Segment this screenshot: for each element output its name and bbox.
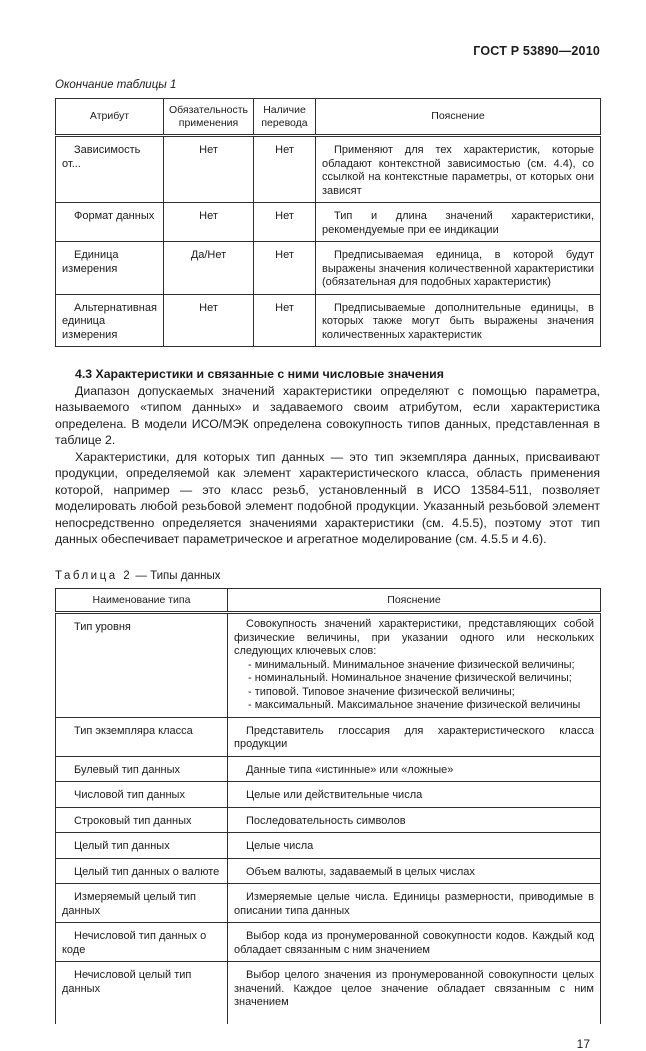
table1-cell-translation: Нет: [254, 294, 316, 347]
table1-cell-note: Предписываемые дополнительные единицы, в которых также могут быть выражены значения количественных характеристик: [316, 294, 601, 347]
table1-header-note: Пояснение: [316, 99, 601, 136]
table-row: [56, 884, 601, 923]
table1-cell-translation: Нет: [254, 242, 316, 295]
table2-caption: [55, 570, 600, 582]
table2-cell-name: Нечисловой тип данных о коде: [56, 923, 228, 962]
table1-cell-attr: Формат данных: [56, 203, 164, 242]
table2-cell-note: Последовательность символов: [228, 807, 601, 833]
table2-cell-note: Измеряемые целые числа. Единицы размерности, приводимые в описании типа данных: [228, 884, 601, 923]
table1-cell-translation: Нет: [254, 203, 316, 242]
table2-cell-name: Нечисловой целый тип данных: [56, 962, 228, 1024]
table1-header: [56, 99, 601, 136]
list-item: - типовой. Типовое значение физической величины;: [248, 685, 515, 698]
table2-cell-name: Числовой тип данных: [56, 782, 228, 808]
table1-cell-mandatory: Нет: [164, 136, 254, 203]
table1-cell-mandatory: Нет: [164, 294, 254, 347]
table1-cell-note: Предписываемая единица, в которой будут выражены значения количественной характеристики (обязательная для подобных характеристик): [316, 242, 601, 295]
table2-cell-note: Целые числа: [228, 833, 601, 859]
table2-cell-name: Целый тип данных: [56, 833, 228, 859]
table-row: [56, 923, 601, 962]
table1-cell-note: Тип и длина значений характеристики, рекомендуемые при ее индикации: [316, 203, 601, 242]
table-row: [56, 717, 601, 756]
table2-header-note: Пояснение: [228, 588, 601, 613]
table1-header-attr: Атрибут: [56, 99, 164, 136]
table-row: [56, 136, 601, 203]
table2-header-row: [56, 588, 601, 613]
list-item: - номинальный. Номинальное значение физической величины;: [248, 672, 572, 684]
table2-cell-name: Строковый тип данных: [56, 807, 228, 833]
table2-data-types: [55, 588, 601, 1024]
table2-cell-note: Выбор кода из пронумерованной совокупности кодов. Каждый код обладает связанным с ним значением: [228, 923, 601, 962]
table1-cell-attr: Зависимость от...: [56, 136, 164, 203]
table-row: [56, 242, 601, 295]
table-row: [56, 807, 601, 833]
table1-header-row: [56, 99, 601, 136]
section-heading-4-3: 4.3 Характеристики и связанные с ними числовые значения: [75, 367, 444, 381]
section-paragraph: Характеристики, для которых тип данных — это тип экземпляра данных, присваивают продукции, определяемой как элемент характеристического класса, область применения которой, например — это класс резьб, установленный в ИСО 13584-511, позволяет моделировать любой резьбовой элемент подобной продукции. Указанный резьбовой элемент непосредственно определяется значениями характеристики (см. 4.5.5), поэтому этот тип данных обеспечивает параметрическое и агрегатное моделирование (см. 4.5.5 и 4.6).: [55, 449, 600, 546]
table2-cell-note: Объем валюты, задаваемый в целых числах: [228, 858, 601, 884]
table2-cell-note: Данные типа «истинные» или «ложные»: [228, 756, 601, 782]
table-row: [56, 756, 601, 782]
section-paragraph: Диапазон допускаемых значений характеристики определяют с помощью параметра, называемого «типом данных» и задаваемого своим атрибутом, если характеристика определена. В модели ИСО/МЭК определена совокупность типов данных, представленная в таблице 2.: [55, 383, 600, 447]
keyword-list: [234, 659, 594, 713]
standard-designation: ГОСТ Р 53890—2010: [473, 44, 600, 58]
table2-header-name: Наименование типа: [56, 588, 228, 613]
table2-cell-note: Целые или действительные числа: [228, 782, 601, 808]
table2-cell-name: Тип экземпляра класса: [56, 717, 228, 756]
table-row: [56, 962, 601, 1024]
table2-cell-note: Выбор целого значения из пронумерованной совокупности целых значений. Каждое целое значение обладает связанным с ним значением: [228, 962, 601, 1024]
table-row: [56, 858, 601, 884]
table-row: [56, 203, 601, 242]
table-row: [56, 782, 601, 808]
table1-cell-mandatory: Нет: [164, 203, 254, 242]
table2-cell-name: Булевый тип данных: [56, 756, 228, 782]
table1-attributes: [55, 98, 601, 347]
page-number: 17: [576, 1036, 590, 1051]
list-item: - минимальный. Минимальное значение физической величины;: [248, 658, 575, 671]
table2-cell-note: Представитель глоссария для характеристического класса продукции: [228, 717, 601, 756]
table-row: [56, 833, 601, 859]
table1-header-mandatory: Обязательность применения: [164, 99, 254, 136]
table1-cell-translation: Нет: [254, 136, 316, 203]
table2-cell-note: [228, 613, 601, 718]
table1-header-translation: Наличие перевода: [254, 99, 316, 136]
table1-cell-attr: Альтернативная единица измерения: [56, 294, 164, 347]
table1-continuation-caption: Окончание таблицы 1: [55, 79, 177, 91]
table1-cell-attr: Единица измерения: [56, 242, 164, 295]
table-row: [56, 294, 601, 347]
table2-cell-name: Измеряемый целый тип данных: [56, 884, 228, 923]
table2-caption-label: Таблица 2: [55, 569, 133, 582]
table-row: [56, 613, 601, 718]
table2-cell-name: Тип уровня: [56, 613, 228, 718]
table1-cell-note: Применяют для тех характеристик, которые обладают контекстной зависимостью (см. 4.4), со ссылкой на контекстные параметры, от которых они зависят: [316, 136, 601, 203]
table1-cell-mandatory: Да/Нет: [164, 242, 254, 295]
table2-header: [56, 588, 601, 613]
table2-caption-title: — Типы данных: [135, 569, 221, 582]
table2-cell-name: Целый тип данных о валюте: [56, 858, 228, 884]
list-item: - максимальный. Максимальное значение физической величины: [248, 699, 581, 711]
table2-note-text: Совокупность значений характеристики, представляющих собой физические величины, при указании одного или нескольких следующих ключевых слов:: [234, 618, 594, 657]
